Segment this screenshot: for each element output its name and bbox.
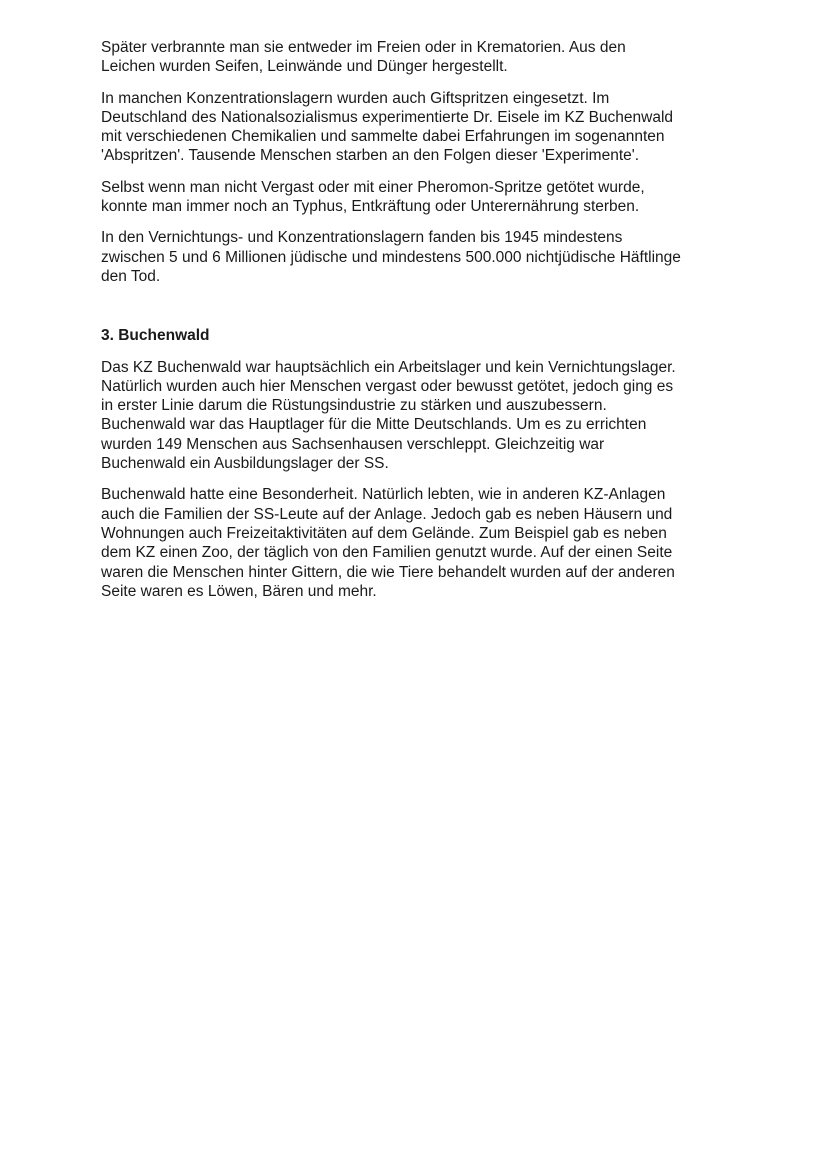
paragraph-other-deaths: Selbst wenn man nicht Vergast oder mit einer Pheromon-Spritze getötet wurde, konnte man immer noch an Typhus, Entkräftung oder Unterernährung sterben. (101, 178, 645, 216)
paragraph-death-toll: In den Vernichtungs- und Konzentrationslagern fanden bis 1945 mindestens zwischen 5 und 6 Millionen jüdische und mindestens 500.000 nichtjüdische Häftlinge den Tod. (101, 229, 681, 285)
document-page (101, 38, 741, 613)
paragraph-buchenwald-labor-camp: Das KZ Buchenwald war hauptsächlich ein Arbeitslager und kein Vernichtungslager. Natürlich wurden auch hier Menschen vergast oder bewusst getötet, jedoch ging es in erster Linie darum die Rüstungsindustrie zu stärken und auszubessern. Buchenwald war das Hauptlager für die Mitte Deutschlands. Um es zu errichten wurden 149 Menschen aus Sachsenhausen verschleppt. Gleichzeitig war Buchenwald ein Ausbildungslager der SS. (101, 358, 676, 473)
paragraph-cremation: Später verbrannte man sie entweder im Freien oder in Krematorien. Aus den Leichen wurden Seifen, Leinwände und Dünger hergestellt. (101, 39, 626, 76)
paragraph-poison-injections: In manchen Konzentrationslagern wurden auch Giftspritzen eingesetzt. Im Deutschland des Nationalsozialismus experimentierte Dr. Eisele im KZ Buchenwald mit verschiedenen Chemikalien und sammelte dabei Erfahrungen im sogenannten 'Abspritzen'. Tausende Menschen starben an den Folgen dieser 'Experimente'. (101, 89, 674, 165)
paragraph-buchenwald-peculiarity: Buchenwald hatte eine Besonderheit. Natürlich lebten, wie in anderen KZ-Anlagen auch die Familien der SS-Leute auf der Anlage. Jedoch gab es neben Häusern und Wohnungen auch Freizeitaktivitäten auf dem Gelände. Zum Beispiel gab es neben dem KZ einen Zoo, der täglich von den Familien genutzt wurde. Auf der einen Seite waren die Menschen hinter Gittern, die wie Tiere behandelt wurden auf der anderen Seite waren es Löwen, Bären und mehr. (101, 486, 675, 600)
section-spacer (101, 298, 741, 326)
section-heading-buchenwald: 3. Buchenwald (101, 327, 210, 345)
